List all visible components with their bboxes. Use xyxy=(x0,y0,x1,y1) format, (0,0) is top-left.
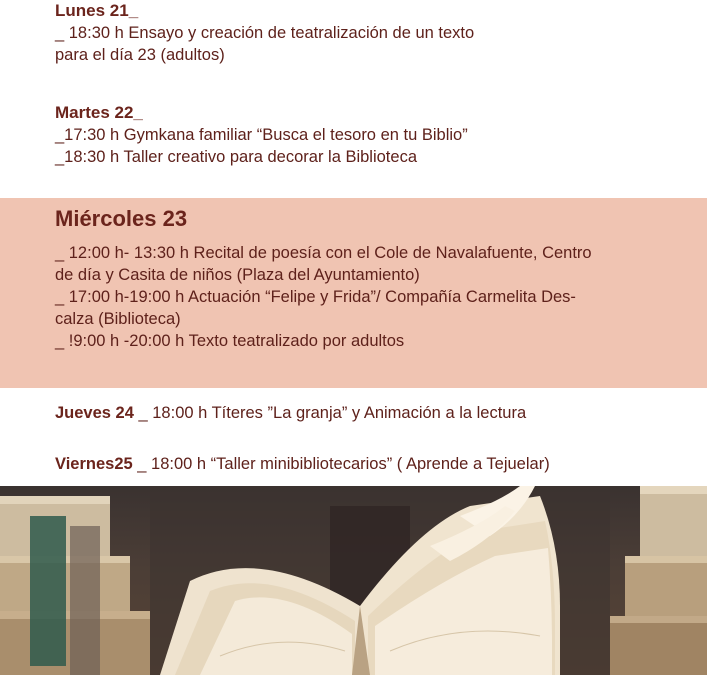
event-line: _ 17:00 h-19:00 h Actuación “Felipe y Frida”/ Compañía Carmelita Des- xyxy=(55,288,576,306)
event-line: _18:30 h Taller creativo para decorar la Biblioteca xyxy=(55,148,417,166)
event-line: _ !9:00 h -20:00 h Texto teatralizado por adultos xyxy=(55,332,405,350)
event-line: _17:30 h Gymkana familiar “Busca el tesoro en tu Biblio” xyxy=(55,126,468,144)
day-wednesday xyxy=(55,204,699,352)
day-thursday xyxy=(55,402,699,424)
event-text: _ 18:00 h “Taller minibibliotecarios” ( Aprende a Tejuelar) xyxy=(132,455,550,473)
event-line-friday xyxy=(55,453,699,475)
event-line: _ 12:00 h- 13:30 h Recital de poesía con el Cole de Navalafuente, Centro xyxy=(55,244,592,262)
event-line: calza (Biblioteca) xyxy=(55,310,181,328)
event-line: de día y Casita de niños (Plaza del Ayuntamiento) xyxy=(55,266,420,284)
right-book-stack xyxy=(610,486,707,675)
left-book-stack xyxy=(0,496,150,675)
day-title-monday: Lunes 21_ xyxy=(55,1,139,20)
day-title-tuesday: Martes 22_ xyxy=(55,103,143,122)
event-line: _ 18:30 h Ensayo y creación de teatralización de un texto xyxy=(55,24,475,42)
event-line-thursday xyxy=(55,402,699,424)
event-text: _ 18:00 h Títeres ”La granja” y Animación a la lectura xyxy=(133,404,527,422)
day-title-thursday: Jueves 24 xyxy=(55,404,134,422)
day-monday xyxy=(55,0,699,66)
day-friday xyxy=(55,453,699,475)
day-title-friday: Viernes25 xyxy=(55,455,133,473)
event-line: para el día 23 (adultos) xyxy=(55,46,225,64)
day-title-wednesday: Miércoles 23 xyxy=(55,206,188,231)
day-tuesday xyxy=(55,102,699,168)
open-book-photo xyxy=(0,486,707,675)
open-book-illustration xyxy=(0,486,707,675)
